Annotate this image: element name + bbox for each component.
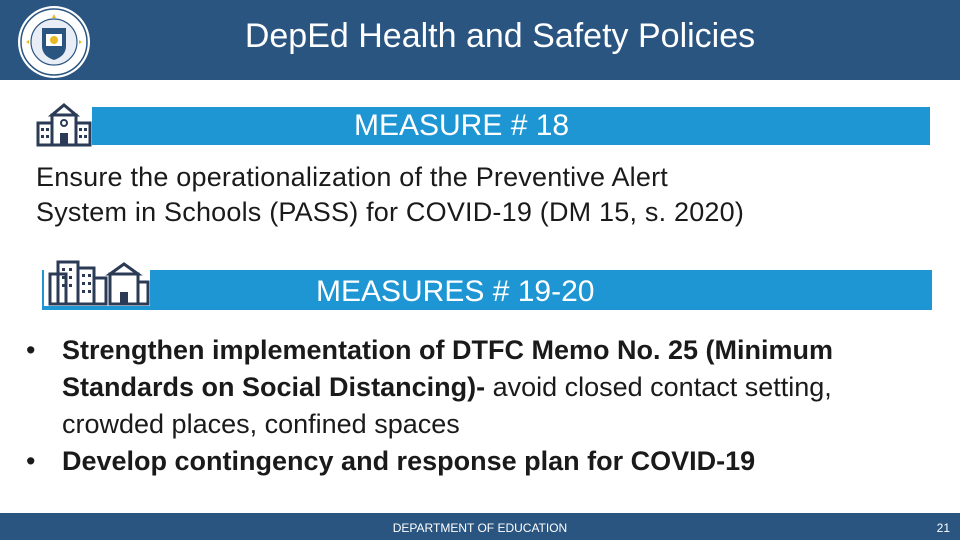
bullet-1-normal-text: avoid closed contact setting, crowded places, confined spaces: [62, 372, 832, 439]
bullet-1-bold-text: Strengthen implementation of DTFC Memo No. 25 (Minimum Standards on Social Distancing)-: [62, 335, 834, 402]
school-building-icon: [36, 103, 92, 147]
measure-18-description-line-1: Ensure the operationalization of the Preventive Alert: [36, 162, 668, 192]
deped-seal-icon: [10, 4, 98, 80]
footer-department: DEPARTMENT OF EDUCATION: [392, 521, 568, 535]
measures-19-20-bullet-list: [26, 332, 926, 480]
measure-18-label: MEASURE # 18: [354, 109, 570, 142]
bullet-icon: •: [26, 335, 36, 365]
measure-18-description-line-2: System in Schools (PASS) for COVID-19 (DM 15, s. 2020): [36, 197, 745, 227]
measures-19-20-label: MEASURES # 19-20: [316, 275, 595, 308]
list-item: [26, 332, 926, 443]
city-buildings-icon: [44, 260, 150, 306]
bullet-2-bold-text: Develop contingency and response plan for COVID-19: [62, 446, 756, 476]
bullet-icon: •: [26, 446, 36, 476]
measure-18-description: [36, 160, 916, 230]
page-title: DepEd Health and Safety Policies: [244, 17, 756, 55]
list-item: [26, 443, 926, 480]
page-number: 21: [936, 521, 950, 535]
